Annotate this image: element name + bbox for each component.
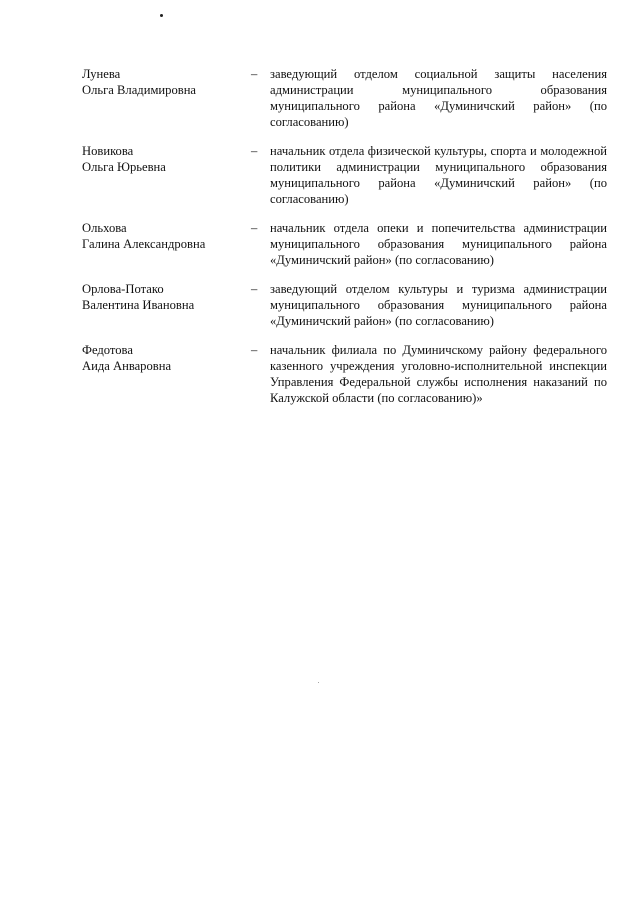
member-name: [82, 281, 242, 313]
member-entry: [0, 281, 640, 329]
member-name: [82, 220, 242, 252]
entry-dash: –: [251, 282, 258, 296]
entry-dash: –: [251, 144, 258, 158]
member-given-names: Аида Анваровна: [82, 359, 172, 373]
member-entry: [0, 342, 640, 406]
entry-dash: –: [251, 343, 258, 357]
entry-dash: –: [251, 221, 258, 235]
member-surname: Новикова: [82, 144, 134, 158]
member-surname: Ольхова: [82, 221, 127, 235]
member-name: [82, 143, 242, 175]
member-surname: Федотова: [82, 343, 133, 357]
entry-dash: –: [251, 67, 258, 81]
member-position: начальник отдела опеки и попечительства администрации муниципального образования муниципального района «Думиничский район» (по согласованию): [270, 221, 607, 267]
member-list: [0, 66, 640, 406]
scan-speck: [160, 14, 163, 17]
member-given-names: Ольга Владимировна: [82, 83, 197, 97]
scan-speck: [318, 682, 319, 683]
member-entry: [0, 66, 640, 130]
member-position: заведующий отделом социальной защиты населения администрации муниципального образования муниципального района «Думиничский район» (по согласованию): [270, 67, 607, 129]
member-given-names: Ольга Юрьевна: [82, 160, 166, 174]
member-surname: Орлова-Потако: [82, 282, 164, 296]
member-surname: Лунева: [82, 67, 121, 81]
member-name: [82, 342, 242, 374]
member-position: начальник филиала по Думиничскому району федерального казенного учреждения уголовно-исполнительной инспекции Управления Федеральной службы исполнения наказаний по Калужской области (по согласованию)»: [270, 343, 607, 405]
member-position: начальник отдела физической культуры, спорта и молодежной политики администрации муниципального образования муниципального района «Думиничский район» (по согласованию): [270, 144, 607, 206]
member-entry: [0, 220, 640, 268]
member-position: заведующий отделом культуры и туризма администрации муниципального образования муниципального района «Думиничский район» (по согласованию): [270, 282, 607, 328]
member-given-names: Галина Александровна: [82, 237, 206, 251]
member-given-names: Валентина Ивановна: [82, 298, 195, 312]
member-entry: [0, 143, 640, 207]
member-name: [82, 66, 242, 98]
